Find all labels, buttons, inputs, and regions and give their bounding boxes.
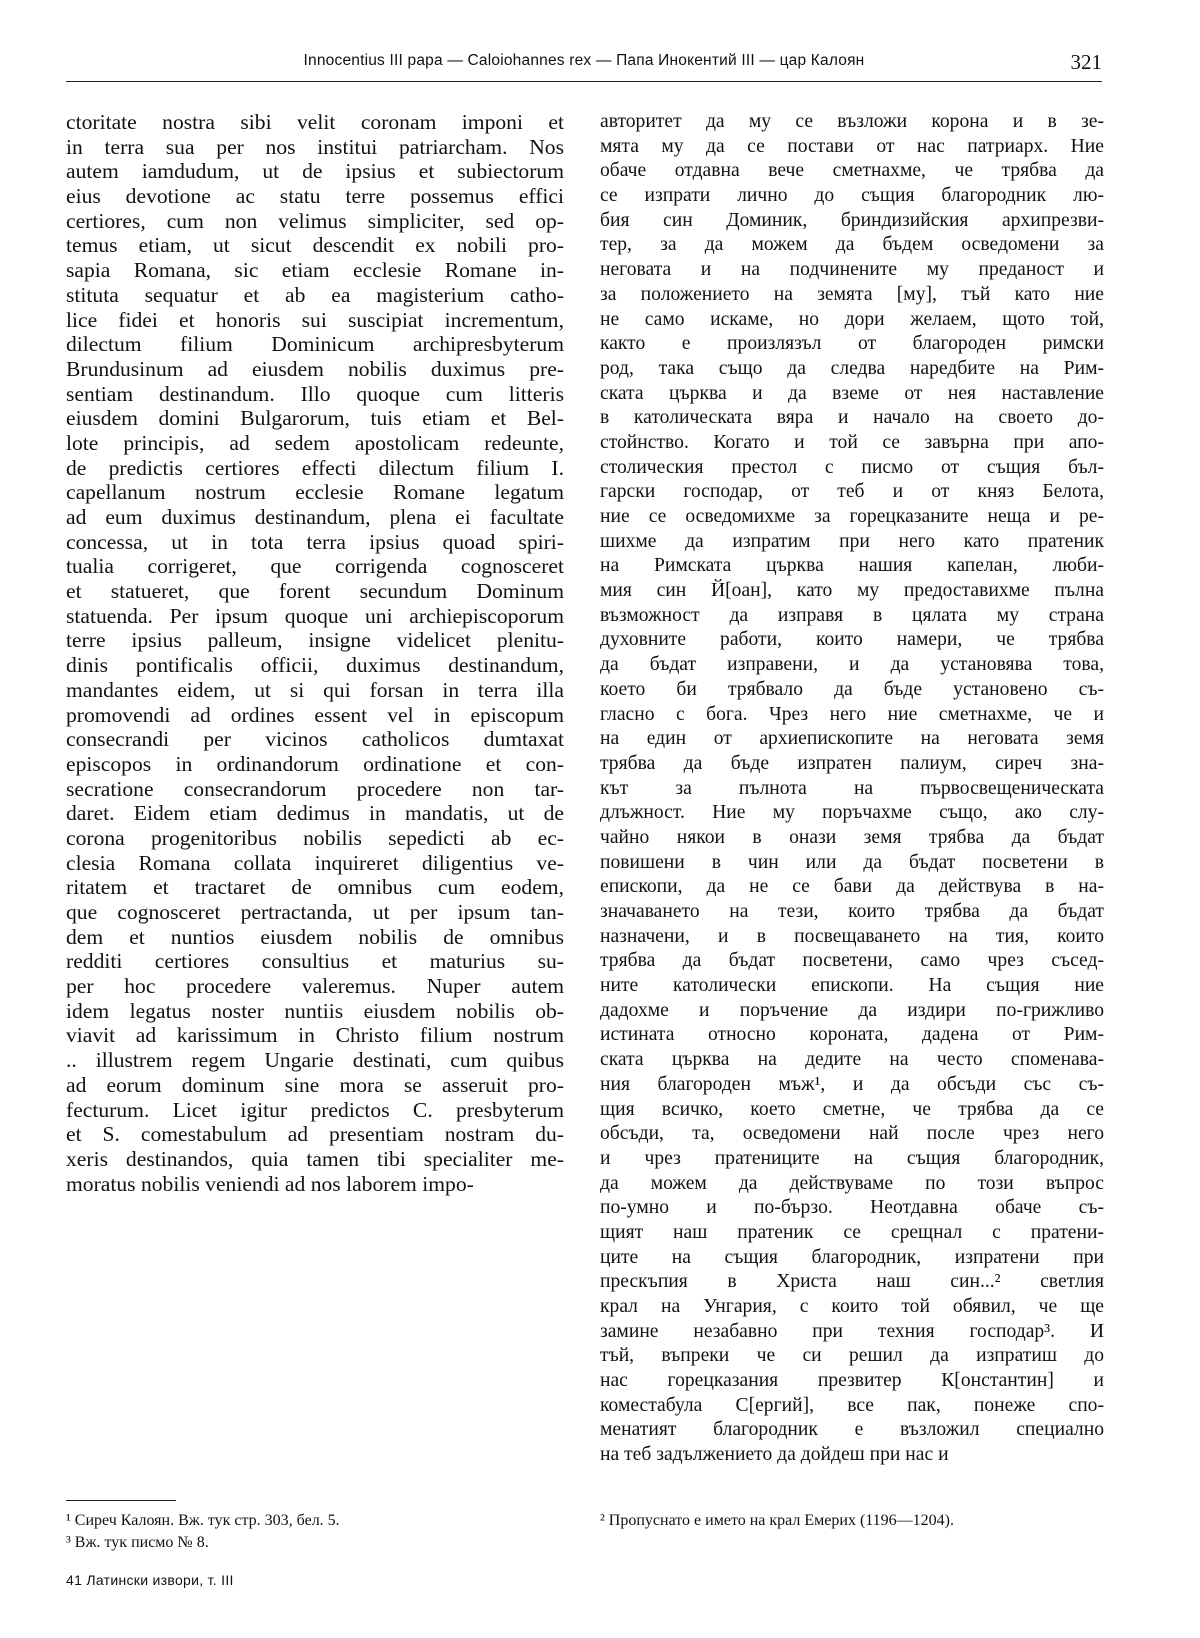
text-line: обсъди, та, осведомени най после чрез него: [600, 1123, 1104, 1145]
text-line: ската църква и да вземе от нея наставление: [600, 382, 1104, 404]
text-line: тер, за да можем да бъдем осведомени за: [600, 234, 1104, 256]
text-line: lote principis, ad sedem apostolicam redeunte,: [66, 430, 564, 455]
text-line: което би трябвало да бъде установено съ-: [600, 678, 1104, 700]
footnote-2: ² Пропуснато е името на крал Емерих (1196—1204).: [600, 1512, 955, 1529]
text-line: длъжност. Ние му поръчахме също, ако слу-: [600, 802, 1104, 824]
text-line: tualia corrigeret, que corrigenda cognosceret: [66, 554, 564, 579]
text-line: авторитет да му се възложи корона и в зе-: [600, 111, 1104, 132]
text-line: redditi certiores consultius et maturius su-: [66, 949, 564, 974]
text-line: да можем да действуваме по този въпрос: [600, 1172, 1104, 1194]
text-line: autem iamdudum, ut de ipsius et subiectorum: [66, 159, 564, 184]
text-line: ние се осведомихме за горецказаните неща и ре-: [600, 506, 1104, 527]
text-line: daret. Eidem etiam dedimus in mandatis, ut de: [66, 801, 564, 826]
text-line: lice fidei et honoris sui suscipiat incrementum,: [66, 307, 564, 332]
footnote-rule: [66, 1500, 176, 1501]
text-line: и чрез пратениците на същия благородник,: [600, 1147, 1104, 1169]
text-line: certiores, cum non velimus simpliciter, sed op-: [66, 208, 564, 233]
text-line: ad eorum dominum sine mora se asseruit pro-: [66, 1072, 564, 1097]
text-line: щия всичко, което сметне, че трябва да се: [600, 1098, 1104, 1120]
text-line: стойнство. Когато и той се завърна при апо-: [600, 431, 1104, 453]
text-line: promovendi ad ordines essent vel in episcopum: [66, 702, 564, 727]
text-line: ните католически епископи. На същия ние: [600, 975, 1104, 997]
text-line: stituta sequatur et ab ea magisterium catho-: [66, 282, 564, 307]
text-line: да бъдат изправени, и да установява това,: [600, 654, 1104, 676]
text-line: in terra sua per nos institui patriarcham. Nos: [66, 134, 564, 159]
text-line: capellanum nostrum ecclesie Romane legatum: [66, 480, 564, 505]
text-line: обаче отдавна вече сметнахме, че трябва да: [600, 160, 1104, 182]
text-line: неговата и на подчинените му преданост и: [600, 259, 1104, 281]
bulgarian-text-column: [600, 110, 1104, 1490]
text-line: dem et nuntios eiusdem nobilis de omnibus: [66, 924, 564, 949]
text-line: idem legatus noster nuntiis eiusdem nobilis ob-: [66, 998, 564, 1023]
text-line: dinis pontificalis officii, duximus destinandum,: [66, 653, 564, 678]
text-line: que cognosceret pertractanda, ut per ipsum tan-: [66, 900, 564, 924]
text-line: щият наш пратеник се срещнал с пратени-: [600, 1221, 1104, 1243]
footnote-1: ¹ Сиреч Калоян. Вж. тук стр. 303, бел. 5.: [66, 1512, 340, 1529]
text-line: прескъпия в Христа наш син...² светлия: [600, 1271, 1104, 1293]
text-line: ците на същия благородник, изпратени при: [600, 1246, 1104, 1268]
text-line: ctoritate nostra sibi velit coronam imponi et: [66, 110, 564, 134]
latin-text-column: [66, 110, 564, 1490]
text-line: dilectum filium Dominicum archipresbyterum: [66, 332, 564, 357]
text-line: тъй, въпреки че си решил да изпратиш до: [600, 1345, 1104, 1367]
text-line: в католическата вяра и начало на своето до-: [600, 407, 1104, 429]
running-head: [66, 52, 1102, 86]
text-line: както е произлязъл от благороден римски: [600, 333, 1104, 355]
text-line: xeris destinandos, quia tamen tibi specialiter me-: [66, 1146, 564, 1171]
text-line: чайно някои в онази земя трябва да бъдат: [600, 826, 1104, 848]
text-line: et S. comestabulum ad presentiam nostram du-: [66, 1122, 564, 1147]
footnotes-left: [66, 1510, 564, 1554]
text-line: viavit ad karissimum in Christo filium nostrum: [66, 1023, 564, 1048]
text-line: ния благороден мъж¹, и да обсъди със съ-: [600, 1073, 1104, 1095]
text-line: clesia Romana collata inquireret diligentius ve-: [66, 850, 564, 875]
text-line: terre ipsius palleum, insigne videlicet plenitu-: [66, 628, 564, 653]
footnote-3: ³ Вж. тук писмо № 8.: [66, 1534, 209, 1551]
text-line: mandantes eidem, ut si qui forsan in terra illa: [66, 677, 564, 702]
text-line: повишени в чин или да бъдат посветени в: [600, 851, 1104, 873]
text-line: по-умно и по-бързо. Неотдавна обаче съ-: [600, 1197, 1104, 1219]
text-line: ad eum duximus destinandum, plena ei facultate: [66, 505, 564, 529]
text-line: sapia Romana, sic etiam ecclesie Romane in-: [66, 258, 564, 283]
text-line: moratus nobilis veniendi ad nos laborem impo-: [66, 1171, 474, 1196]
text-line: мята му да се постави от нас патриарх. Ние: [600, 135, 1104, 157]
text-line: corona progenitoribus nobilis sepedicti ab ec-: [66, 825, 564, 850]
text-line: eiusdem domini Bulgarorum, tuis etiam et Bel-: [66, 406, 564, 431]
text-line: род, така също да следва наредбите на Рим-: [600, 357, 1104, 379]
text-line: et statueret, que forent secundum Dominum: [66, 579, 564, 604]
text-line: de predictis certiores effecti dilectum filium I.: [66, 455, 564, 480]
text-line: назначени, и в посвещаването на тия, които: [600, 925, 1104, 947]
text-line: eius devotione ac statu terre possemus effici: [66, 184, 564, 209]
text-line: гласно с бога. Чрез него ние сметнахме, че и: [600, 703, 1104, 725]
text-line: значаването на тези, които трябва да бъдат: [600, 901, 1104, 922]
text-line: sentiam destinandum. Illo quoque cum litteris: [66, 381, 564, 406]
text-line: не само искаме, но дори желаем, щото той,: [600, 308, 1104, 330]
text-line: замине незабавно при техния господар³. И: [600, 1320, 1104, 1342]
text-line: гарски господар, от теб и от княз Белота,: [600, 481, 1104, 503]
text-line: истината относно короната, дадена от Рим-: [600, 1024, 1104, 1046]
text-line: .. illustrem regem Ungarie destinati, cum quibus: [66, 1048, 564, 1073]
text-line: concessa, ut in tota terra ipsius quoad spiri-: [66, 529, 564, 554]
text-line: коместабула С[ергий], все пак, понеже спо-: [600, 1394, 1104, 1416]
page-number: 321: [1070, 50, 1102, 74]
text-line: ската църква на дедите на често споменава-: [600, 1049, 1104, 1071]
header-rule: [66, 81, 1102, 82]
text-line: трябва да бъде изпратен палиум, сиреч зна-: [600, 752, 1104, 774]
text-line: шихме да изпратим при него като пратеник: [600, 530, 1104, 552]
text-line: бия син Доминик, бриндизийския архипрезви-: [600, 209, 1104, 231]
text-line: secratione consecrandorum procedere non tar-: [66, 776, 564, 801]
text-line: мия син Й[оан], като му предоставихме пълна: [600, 580, 1104, 602]
text-line: менатият благородник е възложил специално: [600, 1419, 1104, 1441]
text-line: Brundusinum ad eiusdem nobilis duximus pre-: [66, 356, 564, 381]
text-line: episcopos in ordinandorum ordinatione et con-: [66, 751, 564, 776]
text-line: крал на Унгария, с които той обявил, че ще: [600, 1296, 1104, 1317]
text-line: consecrandi per vicinos catholicos dumtaxat: [66, 727, 564, 752]
text-line: кът за пълнота на първосвещеническата: [600, 777, 1104, 799]
text-line: на Римската църква нашия капелан, люби-: [600, 555, 1104, 577]
text-line: per hoc procedere valeremus. Nuper autem: [66, 974, 564, 999]
text-line: възможност да изправя в цялата му страна: [600, 604, 1104, 626]
text-line: се изпрати лично до същия благородник лю-: [600, 185, 1104, 207]
text-line: на теб задължението да дойдеш при нас и: [600, 1444, 949, 1466]
text-line: за положението на земята [му], тъй като ние: [600, 283, 1104, 305]
text-line: дадохме и поръчение да издири по-грижливо: [600, 999, 1104, 1021]
text-line: столическия престол с писмо от същия бъл-: [600, 456, 1104, 478]
text-line: трябва да бъдат посветени, само чрез съсед-: [600, 950, 1104, 972]
running-title: Innocentius III papa — Caloiohannes rex — Папа Инокентий III — цар Калоян: [303, 52, 865, 69]
text-line: на един от архиепископите на неговата земя: [600, 728, 1104, 750]
text-line: temus etiam, ut sicut descendit ex nobili pro-: [66, 233, 564, 258]
text-line: епископи, да не се бави да действува в на-: [600, 876, 1104, 898]
text-line: духовните работи, които намери, че трябва: [600, 629, 1104, 651]
text-line: statuenda. Per ipsum quoque uni archiepiscoporum: [66, 603, 564, 628]
text-line: нас горецказания презвитер К[онстантин] и: [600, 1370, 1104, 1392]
text-line: fecturum. Licet igitur predictos C. presbyterum: [66, 1097, 564, 1122]
footnotes-right: [600, 1510, 1104, 1532]
text-line: ritatem et tractaret de omnibus cum eodem,: [66, 875, 564, 900]
printer-signature: 41 Латински извори, т. III: [66, 1572, 234, 1588]
